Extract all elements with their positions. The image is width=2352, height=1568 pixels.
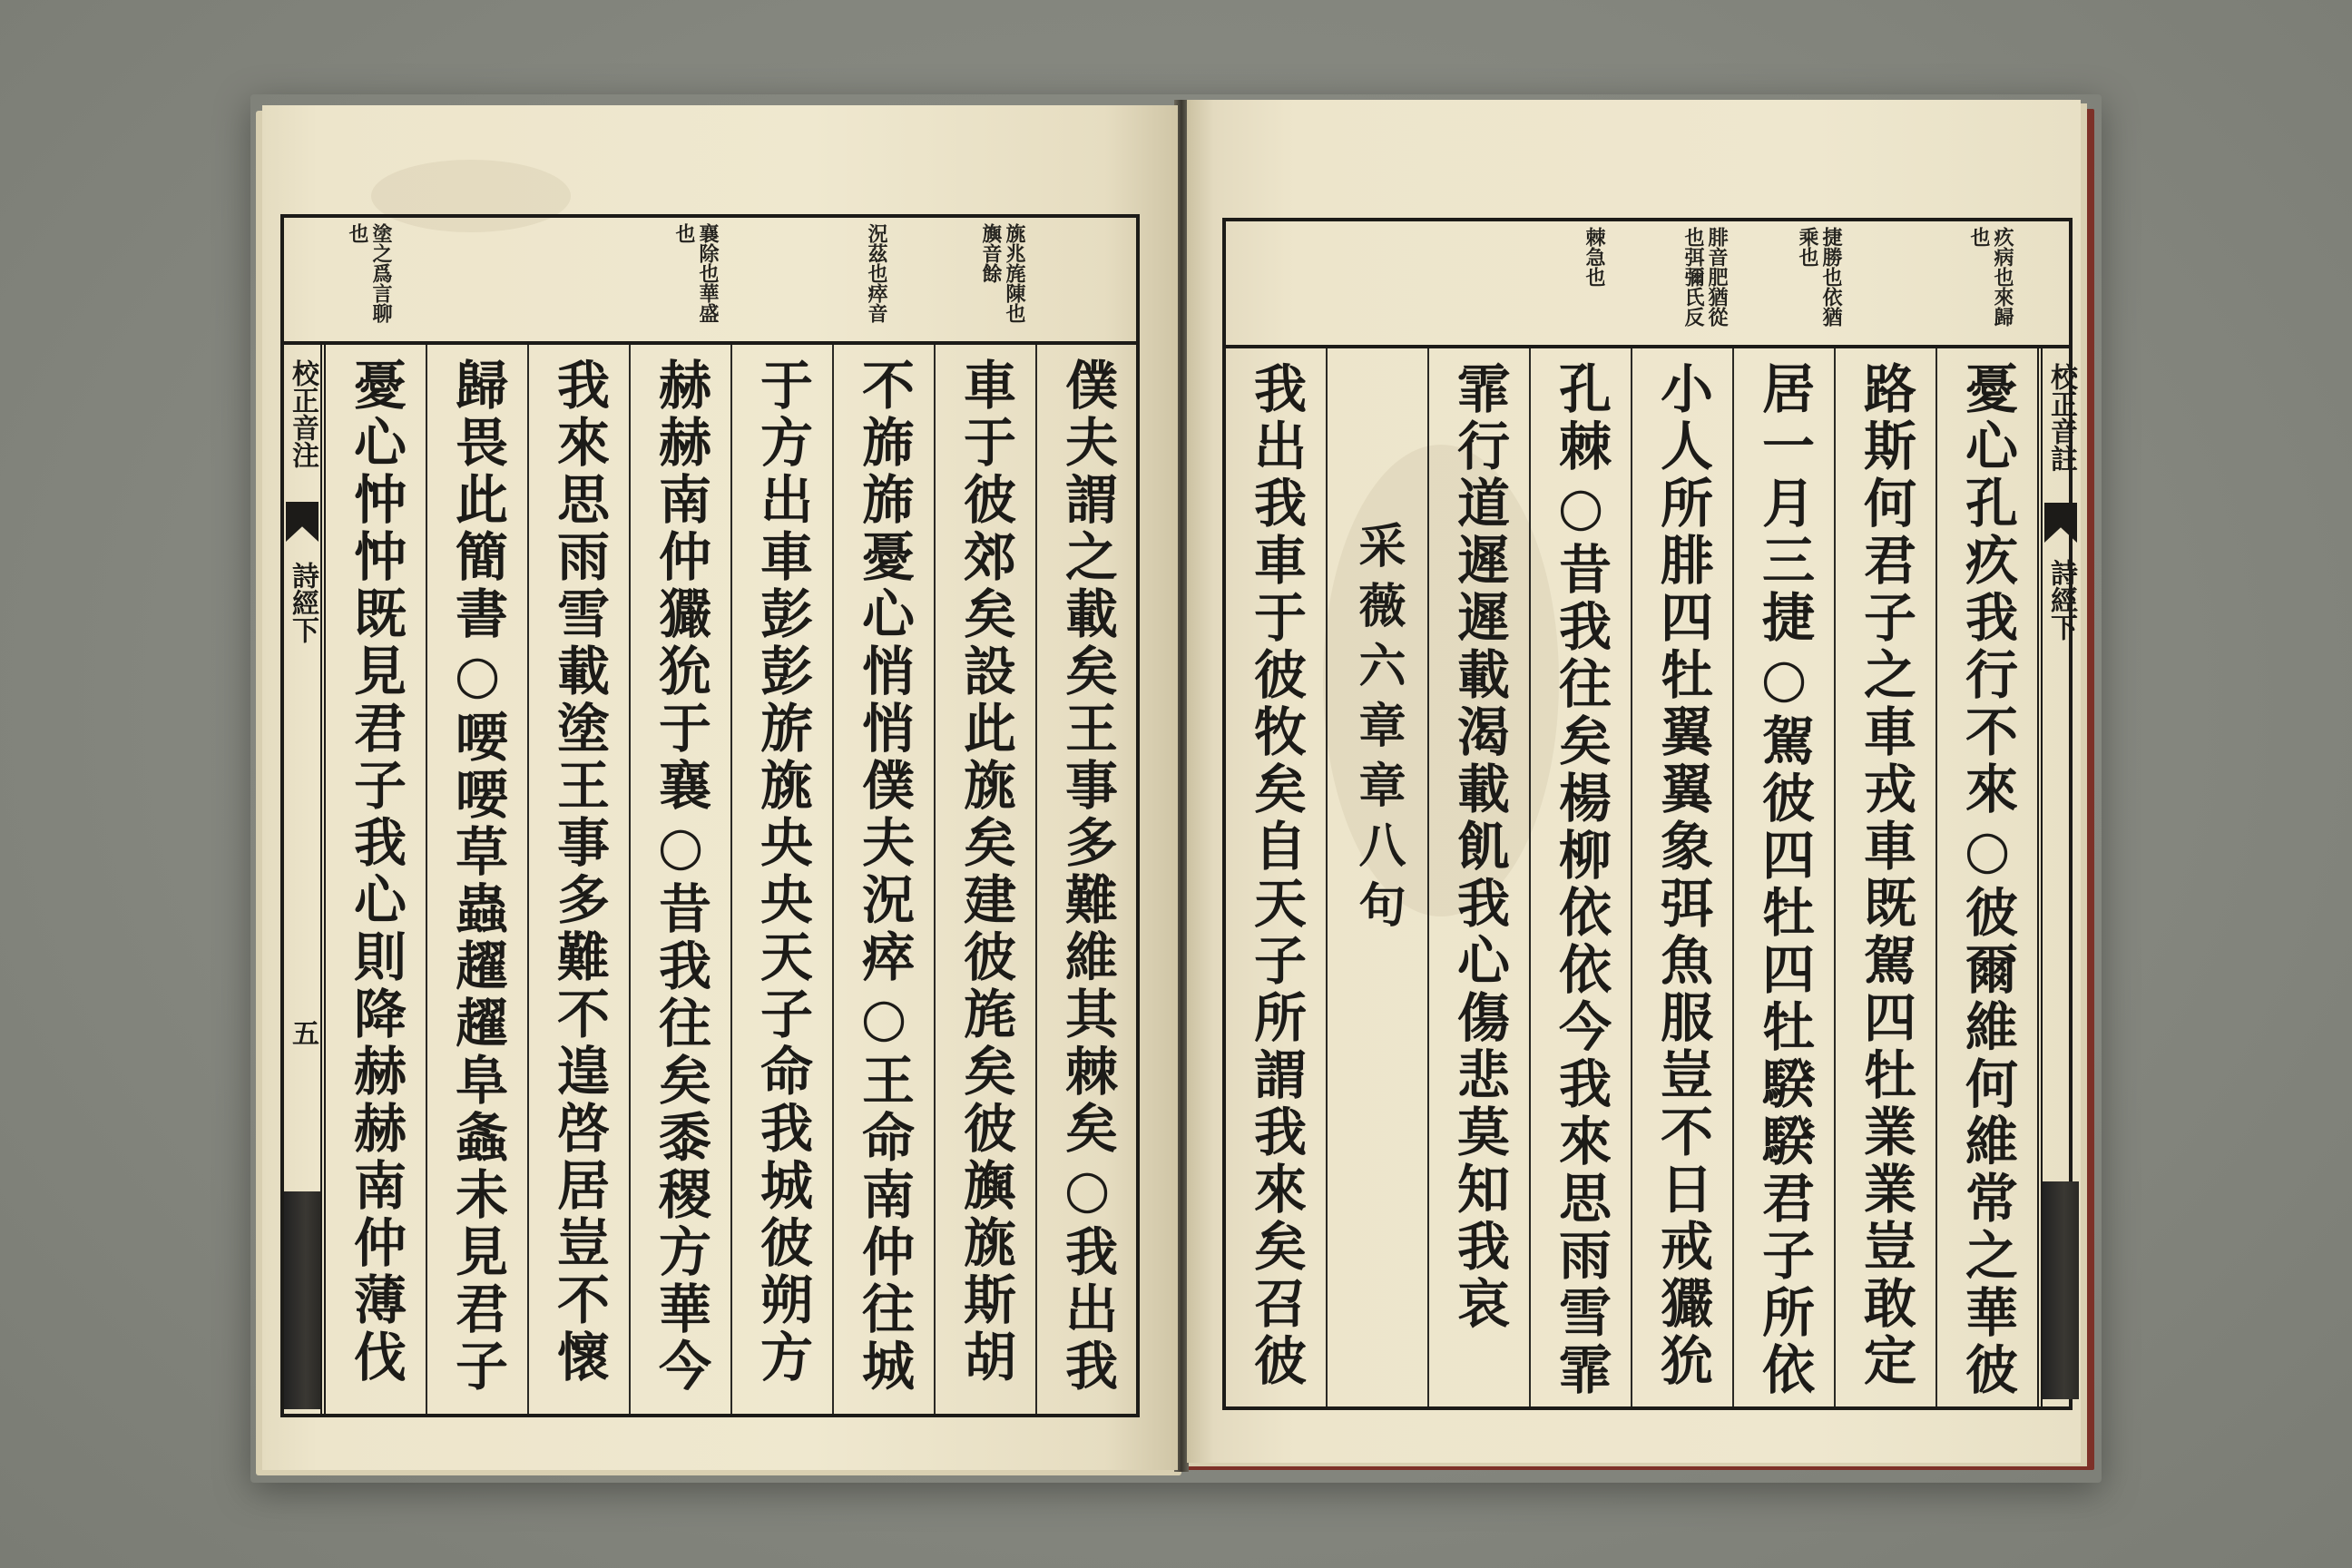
text-column: 車于彼郊矣設此旐矣建彼旄矣彼旟旐斯胡 [936, 345, 1037, 1414]
header-note: 棘急也 [1583, 227, 1606, 287]
left-text-area [284, 345, 1136, 1414]
header-note: 疚病也來歸也 [1967, 227, 2014, 327]
ink-block-mark [2043, 1181, 2079, 1399]
header-note: 旐兆旄陳也旟音餘 [979, 223, 1026, 323]
text-column: 歸畏此簡書○喓喓草蟲趯趯阜螽未見君子 [427, 345, 529, 1414]
text-column: 憂心忡忡既見君子我心則降赫赫南仲薄伐 [326, 345, 427, 1414]
page-number: 五 [287, 1019, 318, 1046]
right-columns [1226, 348, 2037, 1406]
header-note: 腓音肥猶從也弭彌氏反 [1681, 227, 1729, 327]
header-note: 捷勝也依猶乘也 [1796, 227, 1843, 327]
left-margin-banner [284, 345, 326, 1414]
banner-title: 校正音註 [2045, 363, 2077, 472]
right-printed-frame [1222, 218, 2077, 1410]
text-column: 孔棘○昔我往矣楊柳依依今我來思雨雪霏 [1531, 348, 1632, 1406]
right-header-notes-band [1226, 221, 2069, 348]
header-note: 塗之爲言聊也 [346, 223, 393, 323]
text-column: 路斯何君子之車戎車既駕四牡業業豈敢定 [1836, 348, 1937, 1406]
text-column: 霏行道遲遲載渴載飢我心傷悲莫知我哀 [1429, 348, 1531, 1406]
text-column: 我來思雨雪載塗王事多難不遑啓居豈不懷 [529, 345, 631, 1414]
text-column: 不旆旆憂心悄悄僕夫況瘁○王命南仲往城 [834, 345, 936, 1414]
text-column: 我出我車于彼牧矣自天子所謂我來矣召彼 [1226, 348, 1328, 1406]
fishtail-mark [286, 502, 318, 542]
left-page [262, 105, 1178, 1470]
header-note: 襄除也華盛也 [672, 223, 720, 323]
right-margin-banner [2037, 348, 2079, 1406]
header-note: 況茲也瘁音 [865, 223, 888, 323]
banner-title: 校正音注 [287, 359, 318, 468]
fishtail-mark [2044, 503, 2077, 543]
banner-volume: 詩經下 [2045, 559, 2077, 641]
chapter-summary-column: 采薇六章章八句 [1328, 348, 1429, 1406]
left-columns [326, 345, 1137, 1414]
text-column: 憂心孔疚我行不來○彼爾維何維常之華彼 [1956, 361, 2018, 1399]
left-printed-frame [280, 214, 1140, 1417]
right-text-area [1226, 348, 2077, 1406]
text-column: 僕夫謂之載矣王事多難維其棘矣○我出我 [1056, 358, 1118, 1396]
text-column: 居一月三捷○駕彼四牡四牡騤騤君子所依 [1734, 348, 1836, 1406]
text-column: 于方出車彭彭旂旐央央天子命我城彼朔方 [732, 345, 834, 1414]
banner-volume: 詩經下 [287, 562, 318, 643]
text-column: 赫赫南仲玁狁于襄○昔我往矣黍稷方華今 [631, 345, 732, 1414]
text-column: 小人所腓四牡翼翼象弭魚服豈不日戒玁狁 [1632, 348, 1734, 1406]
right-page [1187, 100, 2081, 1463]
ink-block-mark [284, 1191, 320, 1409]
left-header-notes-band [284, 218, 1136, 345]
